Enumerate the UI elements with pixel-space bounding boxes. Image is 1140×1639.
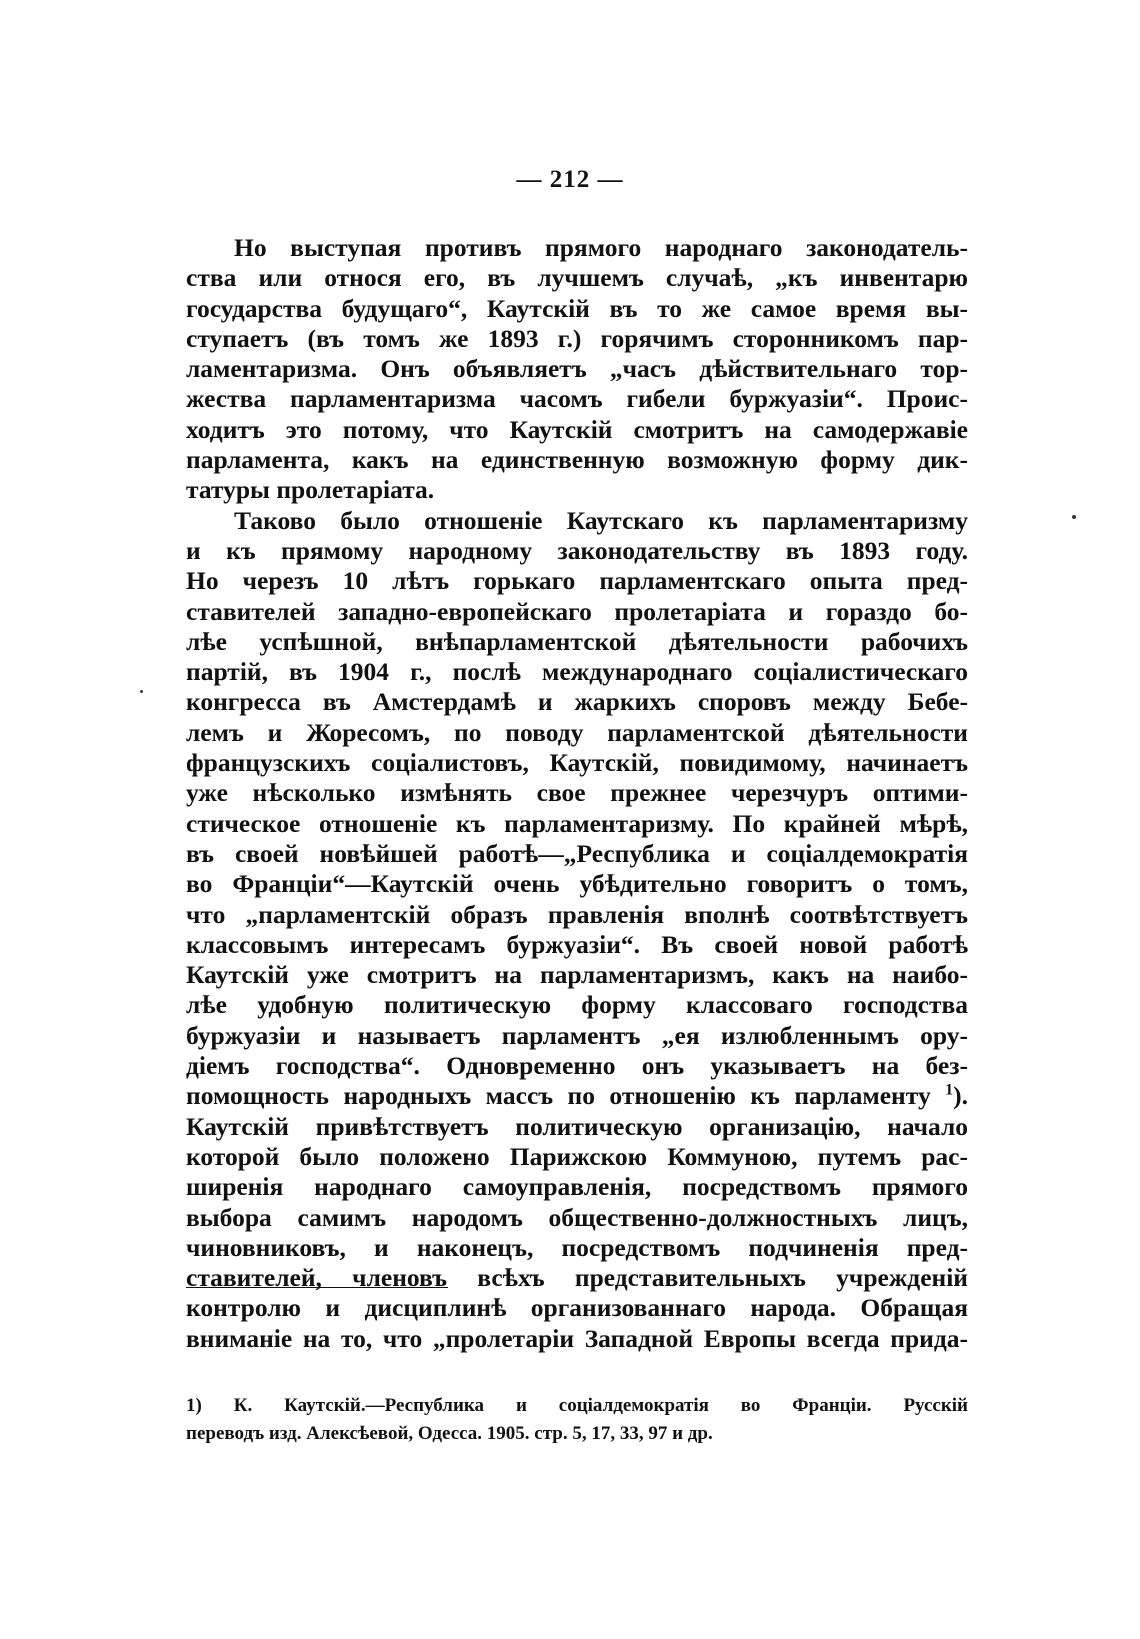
footnote-reference-suffix: ). xyxy=(953,1081,969,1111)
text-line: государства будущаго“, Каутскій въ то же самое время вы- xyxy=(186,293,968,323)
text-line: классовымъ интересамъ буржуазіи“. Въ своей новой работѣ xyxy=(186,929,968,959)
footnote-line: переводъ изд. Алексѣевой, Одесса. 1905. стр. 5, 17, 33, 97 и др. xyxy=(186,1423,713,1444)
text-line: лѣе успѣшной, внѣпарламентской дѣятельности рабочихъ xyxy=(186,626,968,656)
text-line: буржуазіи и называетъ парламентъ „ея излюбленнымъ ору- xyxy=(186,1020,968,1050)
print-speck xyxy=(140,690,143,693)
text-line: которой было положено Парижскою Коммуною, путемъ рас- xyxy=(186,1141,968,1171)
text-line: діемъ господства“. Одновременно онъ указываетъ на без- xyxy=(186,1051,968,1081)
text-line: ступаетъ (въ томъ же 1893 г.) горячимъ сторонникомъ пар- xyxy=(186,323,968,353)
footnote-reference: 1 xyxy=(945,1081,954,1099)
text-line: жества парламентаризма часомъ гибели буржуазіи“. Проис- xyxy=(186,384,968,414)
text-line: ставителей, членовъ всѣхъ представительныхъ учрежденій xyxy=(186,1263,968,1293)
text-line: чиновниковъ, и наконецъ, посредствомъ подчиненія пред- xyxy=(186,1232,968,1262)
text-line: ламентаризма. Онъ объявляетъ „часъ дѣйствительнаго тор- xyxy=(186,354,968,384)
body-text xyxy=(186,233,968,1354)
footnote-text: К. Каутскій.—Республика и соціалдемократія во Франціи. Русскій xyxy=(233,1395,969,1416)
text-line: конгресса въ Амстердамѣ и жаркихъ споровъ между Бебе- xyxy=(186,687,968,717)
text-line: Каутскій привѣтствуетъ политическую организацію, начало xyxy=(186,1111,968,1141)
text-line: Но черезъ 10 лѣтъ горькаго парламентскаго опыта пред- xyxy=(186,566,968,596)
text-fragment: помощность народныхъ массъ по отношенію къ парламенту xyxy=(186,1081,931,1111)
page-number: — 212 — xyxy=(516,166,624,193)
text-line: и къ прямому народному законодательству въ 1893 году. xyxy=(186,535,968,565)
text-line: татуры пролетаріата. xyxy=(186,475,435,505)
text-line: Каутскій уже смотритъ на парламентаризмъ, какъ на наибо- xyxy=(186,960,968,990)
text-line: лемъ и Жоресомъ, по поводу парламентской дѣятельности xyxy=(186,717,968,747)
text-line: вниманіе на то, что „пролетаріи Западной Европы всегда прида- xyxy=(186,1323,968,1353)
text-line: выбора самимъ народомъ общественно-должностныхъ лицъ, xyxy=(186,1202,968,1232)
footnote-line xyxy=(186,1392,968,1420)
footnote xyxy=(186,1392,968,1448)
print-speck xyxy=(1072,515,1076,519)
text-line: Таково было отношеніе Каутскаго къ парламентаризму xyxy=(234,505,968,535)
footnote-marker: 1) xyxy=(186,1395,202,1416)
text-line: парламента, какъ на единственную возможную форму дик- xyxy=(186,445,968,475)
text-line: лѣе удобную политическую форму классоваго господства xyxy=(186,990,968,1020)
text-line: уже нѣсколько измѣнять свое прежнее черезчуръ оптими- xyxy=(186,778,968,808)
text-line: Но выступая противъ прямого народнаго законодатель- xyxy=(234,233,968,262)
text-line-with-footnote xyxy=(186,1081,968,1111)
text-line: ства или относя его, въ лучшемъ случаѣ, „къ инвентарю xyxy=(186,263,968,293)
text-line: стическое отношеніе къ парламентаризму. По крайней мѣрѣ, xyxy=(186,808,968,838)
text-line: во Франціи“—Каутскій очень убѣдительно говоритъ о томъ, xyxy=(186,869,968,899)
text-line: партій, въ 1904 г., послѣ международнаго соціалистическаго xyxy=(186,657,968,687)
text-line: ширенія народнаго самоуправленія, посредствомъ прямого xyxy=(186,1172,968,1202)
footnote-divider xyxy=(186,1287,448,1288)
text-line: въ своей новѣйшей работѣ—„Республика и соціалдемократія xyxy=(186,838,968,868)
text-line: контролю и дисциплинѣ организованнаго народа. Обращая xyxy=(186,1293,968,1323)
text-line: ходитъ это потому, что Каутскій смотритъ на самодержавіе xyxy=(186,414,968,444)
text-line: что „парламентскій образъ правленія вполнѣ соотвѣтствуетъ xyxy=(186,899,968,929)
text-line: французскихъ соціалистовъ, Каутскій, повидимому, начинаетъ xyxy=(186,748,968,778)
text-line: ставителей западно-европейскаго пролетаріата и гораздо бо- xyxy=(186,596,968,626)
